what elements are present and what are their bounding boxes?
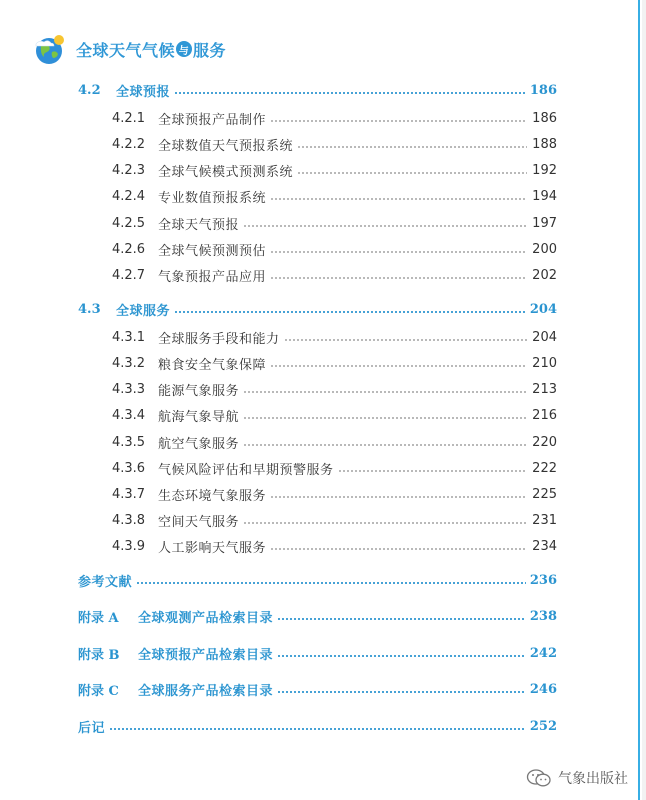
toc-page-number: 222	[532, 460, 557, 476]
toc-page-number: 186	[532, 110, 557, 126]
toc-title: 全球气候模式预测系统	[158, 164, 294, 180]
toc-subsection-entry[interactable]	[112, 403, 557, 427]
toc-page-number: 225	[532, 486, 557, 502]
toc-section-entry[interactable]	[78, 297, 557, 321]
toc-page-number: 246	[529, 681, 557, 697]
toc-number: 4.2	[78, 82, 101, 98]
toc-subsection-entry[interactable]	[112, 211, 557, 235]
toc-title: 全球服务产品检索目录	[138, 683, 274, 699]
toc-section-entry[interactable]	[78, 641, 557, 665]
toc-title: 人工影响天气服务	[158, 540, 267, 556]
toc-section-entry[interactable]	[78, 714, 557, 738]
toc-dot-leader	[243, 444, 527, 446]
toc-subsection-entry[interactable]	[112, 456, 557, 480]
toc-page-number: 197	[532, 215, 557, 231]
toc-dot-leader	[270, 496, 527, 498]
book-title-part2: 服务	[193, 40, 227, 60]
toc-dot-leader	[270, 548, 527, 550]
watermark-text: 气象出版社	[558, 771, 628, 787]
toc-title: 全球气候预测预估	[158, 243, 267, 259]
toc-title: 全球服务	[116, 303, 171, 319]
toc-subsection-entry[interactable]	[112, 351, 557, 375]
toc-subsection-entry[interactable]	[112, 132, 557, 156]
toc-page-number: 202	[532, 267, 557, 283]
toc-dot-leader	[243, 391, 527, 393]
toc-page-number: 213	[532, 381, 557, 397]
toc-number: 4.3.8	[112, 512, 146, 528]
toc-page-number: 242	[529, 645, 557, 661]
toc-number: 4.3.9	[112, 538, 146, 554]
toc-dot-leader	[277, 691, 526, 693]
globe-logo-icon	[32, 32, 68, 66]
toc-section-entry[interactable]	[78, 568, 557, 592]
toc-dot-leader	[277, 655, 526, 657]
toc-dot-leader	[270, 251, 527, 253]
toc-number: 4.2.3	[112, 162, 146, 178]
toc-title: 参考文献	[78, 574, 133, 590]
toc-title: 全球数值天气预报系统	[158, 138, 294, 154]
toc-dot-leader	[270, 198, 527, 200]
publisher-watermark	[526, 768, 628, 788]
book-header	[32, 31, 226, 67]
toc-subsection-entry[interactable]	[112, 508, 557, 532]
toc-title: 全球预报	[116, 84, 171, 100]
toc-dot-leader	[243, 225, 527, 227]
toc-dot-leader	[297, 146, 527, 148]
toc-number: 4.2.5	[112, 215, 146, 231]
toc-title: 专业数值预报系统	[158, 190, 267, 206]
toc-title: 气象预报产品应用	[158, 269, 267, 285]
toc-dot-leader	[243, 417, 527, 419]
toc-number: 4.3.1	[112, 329, 146, 345]
toc-title: 全球预报产品制作	[158, 112, 267, 128]
toc-dot-leader	[297, 172, 527, 174]
toc-subsection-entry[interactable]	[112, 430, 557, 454]
toc-number: 4.3.7	[112, 486, 146, 502]
toc-dot-leader	[270, 365, 527, 367]
toc-page-number: 188	[532, 136, 557, 152]
toc-number: 4.3.4	[112, 407, 146, 423]
toc-title: 能源气象服务	[158, 383, 240, 399]
toc-subsection-entry[interactable]	[112, 482, 557, 506]
toc-number: 附录 A	[78, 610, 119, 626]
toc-number: 4.3	[78, 301, 101, 317]
toc-page-number: 216	[532, 407, 557, 423]
toc-subsection-entry[interactable]	[112, 263, 557, 287]
toc-page-number: 220	[532, 434, 557, 450]
toc-number: 4.3.3	[112, 381, 146, 397]
toc-number: 4.2.7	[112, 267, 146, 283]
toc-number: 4.3.2	[112, 355, 146, 371]
book-title	[76, 38, 226, 61]
toc-page-number: 186	[529, 82, 557, 98]
toc-title: 全球观测产品检索目录	[138, 610, 274, 626]
toc-page-number: 200	[532, 241, 557, 257]
toc-dot-leader	[277, 618, 526, 620]
toc-number: 4.2.6	[112, 241, 146, 257]
toc-section-entry[interactable]	[78, 78, 557, 102]
toc-dot-leader	[136, 582, 526, 584]
toc-number: 4.2.1	[112, 110, 146, 126]
toc-page-number: 204	[532, 329, 557, 345]
toc-title: 全球天气预报	[158, 217, 240, 233]
toc-subsection-entry[interactable]	[112, 377, 557, 401]
toc-number: 4.3.5	[112, 434, 146, 450]
toc-number: 附录 B	[78, 647, 120, 663]
toc-title: 粮食安全气象保障	[158, 357, 267, 373]
toc-dot-leader	[174, 92, 526, 94]
book-title-part1: 全球天气气候	[76, 40, 176, 60]
toc-page-number: 204	[529, 301, 557, 317]
toc-title: 气候风险评估和早期预警服务	[158, 462, 334, 478]
toc-number: 附录 C	[78, 683, 119, 699]
toc-subsection-entry[interactable]	[112, 325, 557, 349]
toc-dot-leader	[174, 311, 526, 313]
toc-number: 4.2.2	[112, 136, 146, 152]
toc-page-number: 252	[529, 718, 557, 734]
toc-title: 航海气象导航	[158, 409, 240, 425]
toc-number: 4.3.6	[112, 460, 146, 476]
toc-page-number: 192	[532, 162, 557, 178]
toc-subsection-entry[interactable]	[112, 237, 557, 261]
toc-title: 空间天气服务	[158, 514, 240, 530]
toc-page-number: 238	[529, 608, 557, 624]
toc-subsection-entry[interactable]	[112, 534, 557, 558]
toc-dot-leader	[270, 120, 527, 122]
toc-title: 全球预报产品检索目录	[138, 647, 274, 663]
toc-page-number: 236	[529, 572, 557, 588]
toc-title: 后记	[78, 720, 106, 736]
toc-page-number: 194	[532, 188, 557, 204]
toc-dot-leader	[243, 522, 527, 524]
page-edge-bar	[642, 0, 646, 800]
toc-subsection-entry[interactable]	[112, 106, 557, 130]
toc-page-number: 210	[532, 355, 557, 371]
toc-dot-leader	[284, 339, 527, 341]
toc-title: 全球服务手段和能力	[158, 331, 280, 347]
page-edge-accent-line	[638, 0, 640, 800]
toc-subsection-entry[interactable]	[112, 184, 557, 208]
toc-title: 生态环境气象服务	[158, 488, 267, 504]
wechat-icon	[526, 768, 552, 788]
toc-section-entry[interactable]	[78, 604, 557, 628]
toc-title: 航空气象服务	[158, 436, 240, 452]
toc-subsection-entry[interactable]	[112, 158, 557, 182]
toc-section-entry[interactable]	[78, 677, 557, 701]
book-title-badge: 与	[176, 41, 192, 57]
toc-page-number: 231	[532, 512, 557, 528]
toc-dot-leader	[270, 277, 527, 279]
toc-page-number: 234	[532, 538, 557, 554]
toc-dot-leader	[109, 728, 526, 730]
toc-dot-leader	[338, 470, 527, 472]
toc-number: 4.2.4	[112, 188, 146, 204]
